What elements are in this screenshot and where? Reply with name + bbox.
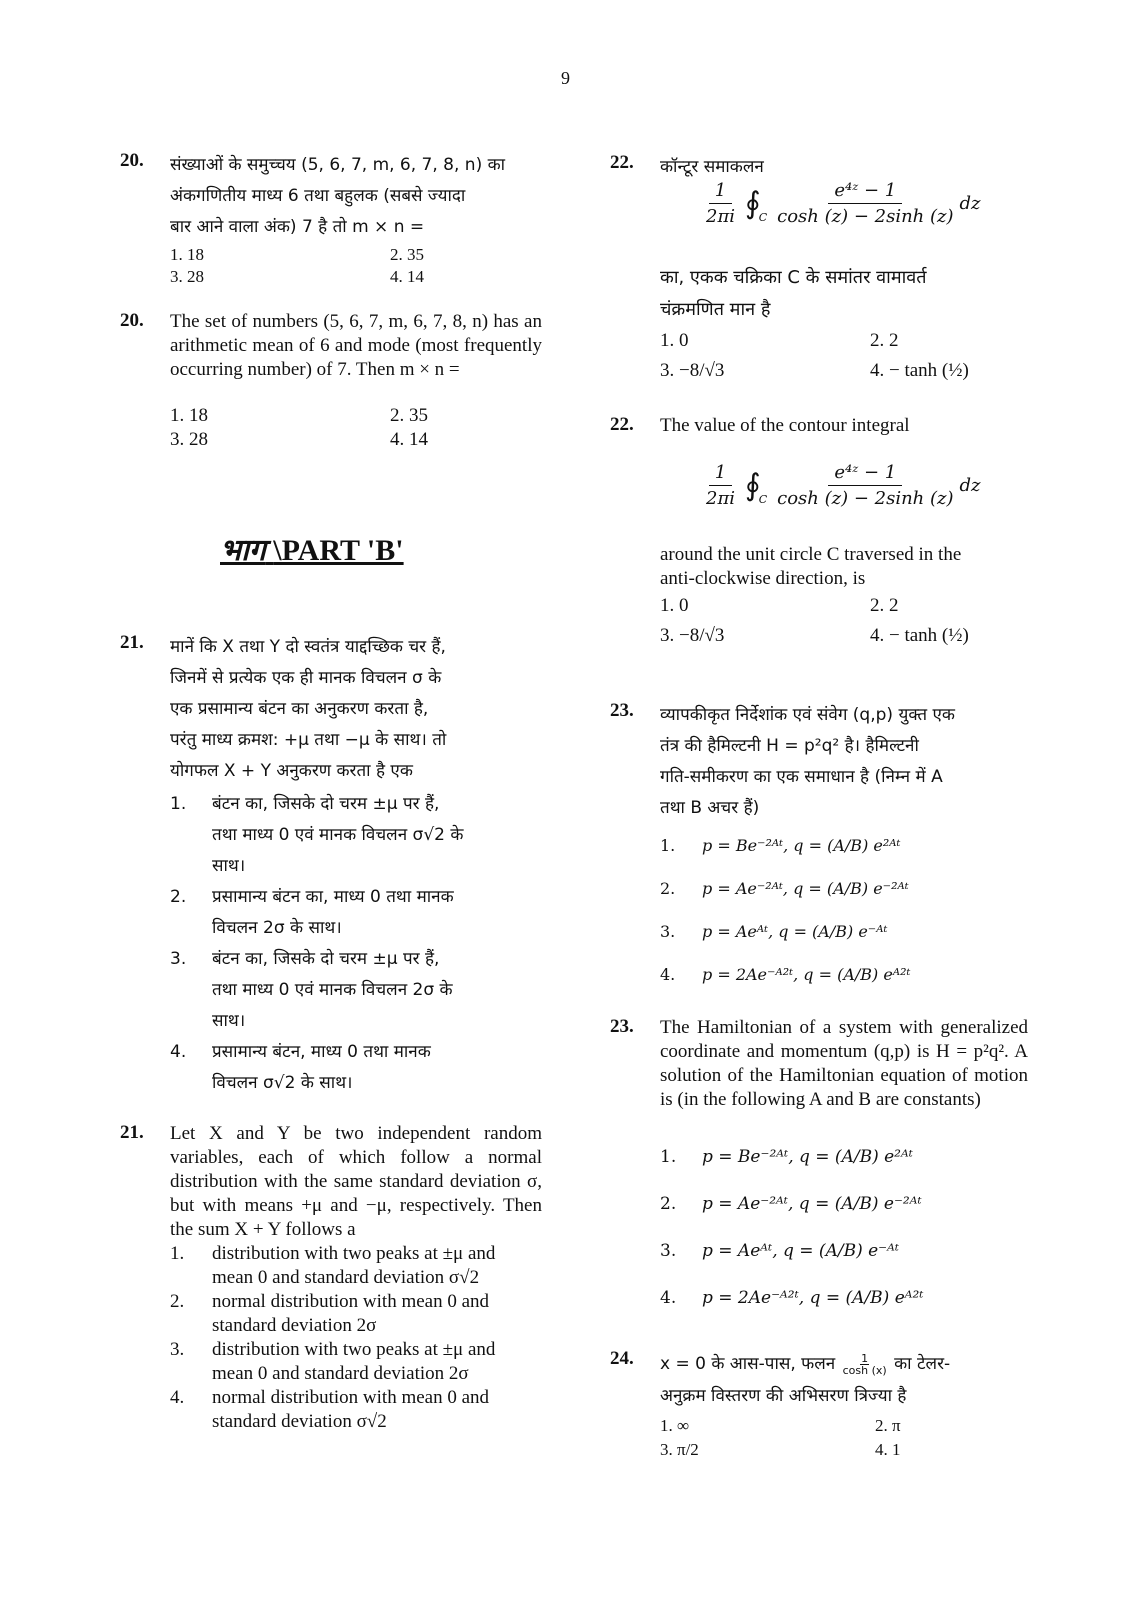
page-number: 9 <box>561 68 570 88</box>
option-4: 4. − tanh (½) <box>870 625 969 646</box>
question-text: Let X and Y be two independent random variables, each of which follow a normal distribution with the same standard deviation σ, but with means +μ and −μ, respectively. Then the sum X + Y follows a <box>170 1123 542 1240</box>
question-22-hindi-text <box>660 262 1040 386</box>
option-1: 1. distribution with two peaks at ±μ and mean 0 and standard deviation σ√2 <box>170 1243 496 1288</box>
option-2: 2. p = Ae⁻²ᴬᵗ, q = (A/B) e⁻²ᴬᵗ <box>660 879 909 898</box>
option-3: 3. π/2 <box>660 1440 699 1459</box>
question-line: योगफल X + Y अनुकरण करता है एक <box>170 761 413 781</box>
option-1: 1. ∞ <box>660 1416 690 1435</box>
question-line: व्यापकीकृत निर्देशांक एवं संवेग (q,p) युक्त एक <box>660 705 955 725</box>
option-2: 2. 35 <box>390 405 428 426</box>
option-4: 4. normal distribution with mean 0 and standard deviation σ√2 <box>170 1387 490 1432</box>
option-2: 2. normal distribution with mean 0 and standard deviation 2σ <box>170 1291 490 1336</box>
option-4: 4. 1 <box>875 1440 901 1459</box>
option-3: 3. distribution with two peaks at ±μ and mean 0 and standard deviation 2σ <box>170 1339 496 1384</box>
option-3: 3. −8/√3 <box>660 360 725 381</box>
option-1: 1. बंटन का, जिसके दो चरम ±μ पर हैं, तथा माध्य 0 एवं मानक विचलन σ√2 के साथ। <box>170 794 464 876</box>
part-heading <box>220 528 404 569</box>
option-2: 2. 2 <box>870 330 899 351</box>
question-number: 24. <box>610 1348 634 1369</box>
question-title: कॉन्टूर समाकलन <box>660 157 764 177</box>
question-number: 21. <box>120 1122 144 1143</box>
option-4: 4. − tanh (½) <box>870 360 969 381</box>
option-1: 1. 18 <box>170 245 204 264</box>
question-number: 23. <box>610 700 634 721</box>
question-line: बार आने वाला अंक) 7 है तो m × n = <box>170 217 425 237</box>
question-line: गति-समीकरण का एक समाधान है (निम्न में A <box>660 767 943 787</box>
question-line: का, एकक चक्रिका C के समांतर वामावर्त <box>660 267 927 288</box>
question-line: around the unit circle C traversed in the <box>660 544 962 565</box>
question-line: anti-clockwise direction, is <box>660 568 866 589</box>
question-line: चंक्रमणित मान है <box>660 299 771 320</box>
question-number: 23. <box>610 1016 634 1037</box>
contour-integral-hindi: $\frac{1}{2\pi i}$ ∮ C $\frac{\text{e⁴ᶻ − 1}}{\cosh (z) - 2\sinh (z)}$ dz <box>706 180 981 227</box>
question-number: 20. <box>120 150 144 171</box>
option-3: 3. p = Aeᴬᵗ, q = (A/B) e⁻ᴬᵗ <box>660 1241 900 1261</box>
question-number: 22. <box>610 414 634 435</box>
option-1: 1. p = Be⁻²ᴬᵗ, q = (A/B) e²ᴬᵗ <box>660 1147 913 1167</box>
question-number: 21. <box>120 632 144 653</box>
question-text: The Hamiltonian of a system with generalized coordinate and momentum (q,p) is H = p²q². A solution of the Hamiltonian equation of motion is (in the following A and B are constants) <box>660 1017 1028 1110</box>
option-4: 4. 14 <box>390 429 428 450</box>
option-1: 1. 18 <box>170 405 208 426</box>
question-line: संख्याओं के समुच्चय (5, 6, 7, m, 6, 7, 8, n) का <box>170 155 506 175</box>
part-heading-english: \PART 'B' <box>273 534 404 567</box>
option-1: 1. p = Be⁻²ᴬᵗ, q = (A/B) e²ᴬᵗ <box>660 836 901 855</box>
question-line: अनुक्रम विस्तरण की अभिसरण त्रिज्या है <box>660 1386 907 1406</box>
question-line: अंकगणितीय माध्य 6 तथा बहुलक (सबसे ज्यादा <box>170 186 466 206</box>
option-4: 4. p = 2Ae⁻ᴬ²ᵗ, q = (A/B) eᴬ²ᵗ <box>660 1288 924 1308</box>
question-line: मानें कि X तथा Y दो स्वतंत्र याद्दच्छिक चर हैं, <box>170 637 446 657</box>
contour-integral-english: $\frac{1}{2\pi i}$ ∮ C $\frac{\text{e⁴ᶻ − 1}}{\cosh (z) - 2\sinh (z)}$ dz <box>706 462 981 509</box>
question-line: एक प्रसामान्य बंटन का अनुकरण करता है, <box>170 699 429 719</box>
question-line: परंतु माध्य क्रमश: +μ तथा −μ के साथ। तो <box>170 730 447 750</box>
option-2: 2. 35 <box>390 245 424 264</box>
question-text: The set of numbers (5, 6, 7, m, 6, 7, 8, n) has an arithmetic mean of 6 and mode (most frequently occurring number) of 7. Then m × n = <box>170 311 542 380</box>
question-22-english-text <box>660 543 1040 651</box>
question-title: The value of the contour integral <box>660 415 910 436</box>
option-2: 2. 2 <box>870 595 899 616</box>
question-line: का टेलर- <box>894 1354 951 1374</box>
option-3: 3. −8/√3 <box>660 625 725 646</box>
part-heading-hindi: भाग <box>220 533 266 568</box>
question-line: तंत्र की हैमिल्टनी H = p²q² है। हैमिल्टनी <box>660 736 919 756</box>
question-number: 20. <box>120 310 144 331</box>
option-2: 2. π <box>875 1416 901 1435</box>
option-1: 1. 0 <box>660 330 689 351</box>
option-3: 3. बंटन का, जिसके दो चरम ±μ पर हैं, तथा माध्य 0 एवं मानक विचलन 2σ के साथ। <box>170 949 453 1031</box>
option-2: 2. प्रसामान्य बंटन का, माध्य 0 तथा मानक विचलन 2σ के साथ। <box>170 887 454 938</box>
option-3: 3. p = Aeᴬᵗ, q = (A/B) e⁻ᴬᵗ <box>660 922 888 941</box>
question-line: तथा B अचर हैं) <box>660 798 760 818</box>
option-4: 4. प्रसामान्य बंटन, माध्य 0 तथा मानक विचलन σ√2 के साथ। <box>170 1042 431 1093</box>
option-3: 3. 28 <box>170 429 208 450</box>
option-1: 1. 0 <box>660 595 689 616</box>
question-line: x = 0 के आस-पास, फलन <box>660 1354 836 1374</box>
function-fraction: $\frac{1}{\cosh (x)}$ <box>842 1351 887 1377</box>
option-4: 4. p = 2Ae⁻ᴬ²ᵗ, q = (A/B) eᴬ²ᵗ <box>660 965 911 984</box>
question-line: जिनमें से प्रत्येक एक ही मानक विचलन σ के <box>170 668 442 688</box>
option-4: 4. 14 <box>390 267 424 286</box>
question-number: 22. <box>610 152 634 173</box>
option-3: 3. 28 <box>170 267 204 286</box>
option-2: 2. p = Ae⁻²ᴬᵗ, q = (A/B) e⁻²ᴬᵗ <box>660 1194 922 1214</box>
